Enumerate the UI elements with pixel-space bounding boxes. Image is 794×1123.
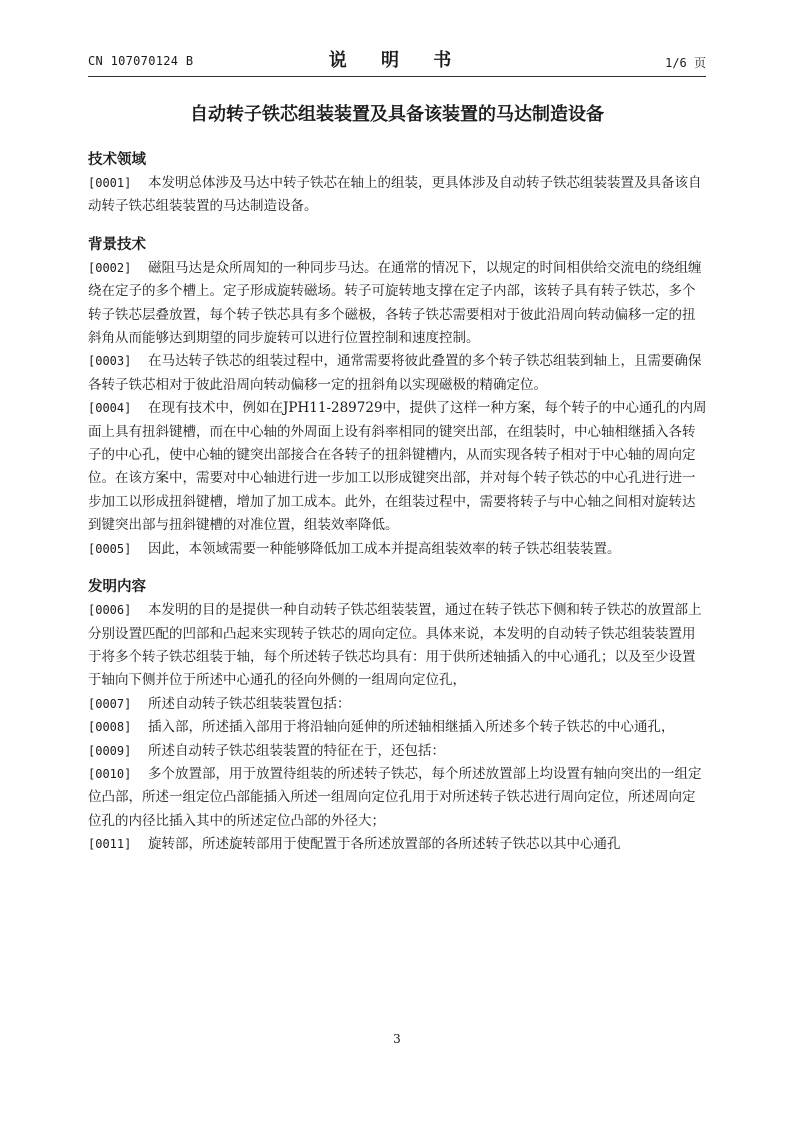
paragraph xyxy=(88,397,708,537)
paragraph xyxy=(88,172,708,219)
paragraph-number: [0006] xyxy=(88,603,132,618)
paragraph-number: [0010] xyxy=(88,766,132,781)
paragraph-number: [0002] xyxy=(88,260,132,275)
paragraph-text: 本发明总体涉及马达中转子铁芯在轴上的组装，更具体涉及自动转子铁芯组装装置及具备该自动转子铁芯组装装置的马达制造设备。 xyxy=(88,175,702,215)
paragraph-text: 多个放置部，用于放置待组装的所述转子铁芯，每个所述放置部上均设置有轴向突出的一组定位凸部，所述一组定位凸部能插入所述一组周向定位孔用于对所述转子铁芯进行周向定位，所述周向定位孔的内径比插入其中的所述定位凸部的外径大； xyxy=(88,765,702,829)
paragraph-text: 插入部，所述插入部用于将沿轴向延伸的所述轴相继插入所述多个转子铁芯的中心通孔， xyxy=(148,719,675,736)
paragraph-number: [0009] xyxy=(88,743,132,758)
paragraph-number: [0004] xyxy=(88,401,132,416)
paragraph-number: [0011] xyxy=(88,837,132,852)
paragraph-text: 所述自动转子铁芯组装装置包括： xyxy=(148,695,351,712)
section-heading: 发明内容 xyxy=(88,579,146,596)
paragraph xyxy=(88,538,708,561)
page-label: 1/6 页 xyxy=(665,56,706,70)
paragraph xyxy=(88,833,708,856)
paragraph-number: [0003] xyxy=(88,354,132,369)
publication-number: CN 107070124 B xyxy=(88,54,194,68)
document-type: 说 明 书 xyxy=(328,50,466,71)
paragraph-number: [0001] xyxy=(88,176,132,190)
header-rule xyxy=(88,76,706,77)
paragraph-text: 在现有技术中，例如在JPH11-289729中，提供了这样一种方案，每个转子的中心通孔的内周面上具有扭斜键槽，而在中心轴的外周面上设有斜率相同的键突出部，在组装时，中心轴相继插入各转子的中心孔，使中心轴的键突出部接合在各转子的扭斜键槽内，从而实现各转子相对于中心轴的周向定位。在该方案中，需要对中心轴进行进一步加工以形成键突出部，并对每个转子铁芯的中心孔进行进一步加工以形成扭斜键槽，增加了加工成本。此外，在组装过程中，需要将转子与中心轴之间相对旋转达到键突出部与扭斜键槽的对准位置，组装效率降低。 xyxy=(88,400,707,534)
section xyxy=(88,233,708,561)
paragraph-number: [0005] xyxy=(88,541,132,556)
paragraph-text: 本发明的目的是提供一种自动转子铁芯组装装置，通过在转子铁芯下侧和转子铁芯的放置部上分别设置匹配的凹部和凸起来实现转子铁芯的周向定位。具体来说，本发明的自动转子铁芯组装装置用于将多个转子铁芯组装于轴，每个所述转子铁芯均具有：用于供所述轴插入的中心通孔；以及至少设置于轴向下侧并位于所述中心通孔的径向外侧的一组周向定位孔， xyxy=(88,602,702,689)
paragraph xyxy=(88,599,708,693)
document-title: 自动转子铁芯组装装置及具备该装置的马达制造设备 xyxy=(190,104,604,125)
paragraph-text: 所述自动转子铁芯组装装置的特征在于，还包括： xyxy=(148,742,445,759)
paragraph-number: [0007] xyxy=(88,696,132,711)
section-heading: 背景技术 xyxy=(88,236,146,253)
paragraph xyxy=(88,350,708,397)
paragraph xyxy=(88,716,708,739)
paragraph xyxy=(88,257,708,351)
paragraph-text: 在马达转子铁芯的组装过程中，通常需要将彼此叠置的多个转子铁芯组装到轴上，且需要确保各转子铁芯相对于彼此沿周向转动偏移一定的扭斜角以实现磁极的精确定位。 xyxy=(88,353,702,393)
page-header xyxy=(88,44,706,76)
document-body xyxy=(88,148,708,871)
paragraph-text: 磁阻马达是众所周知的一种同步马达。在通常的情况下，以规定的时间相供给交流电的绕组缠绕在定子的多个槽上。定子形成旋转磁场。转子可旋转地支撑在定子内部，该转子具有转子铁芯，多个转子铁芯层叠放置，每个转子铁芯具有多个磁极，各转子铁芯需要相对于彼此沿周向转动偏移一定的扭斜角从而能够达到期望的同步旋转可以进行位置控制和速度控制。 xyxy=(88,259,702,347)
section xyxy=(88,148,708,219)
section xyxy=(88,575,708,856)
paragraph-text: 旋转部，所述旋转部用于使配置于各所述放置部的各所述转子铁芯以其中心通孔 xyxy=(148,836,621,853)
paragraph-text: 因此，本领域需要一种能够降低加工成本并提高组装效率的转子铁芯组装装置。 xyxy=(148,540,621,557)
paragraph xyxy=(88,763,708,833)
paragraph xyxy=(88,693,708,716)
paragraph-number: [0008] xyxy=(88,720,132,735)
page-number: 3 xyxy=(393,1032,401,1046)
paragraph xyxy=(88,740,708,763)
section-heading: 技术领域 xyxy=(88,152,146,168)
